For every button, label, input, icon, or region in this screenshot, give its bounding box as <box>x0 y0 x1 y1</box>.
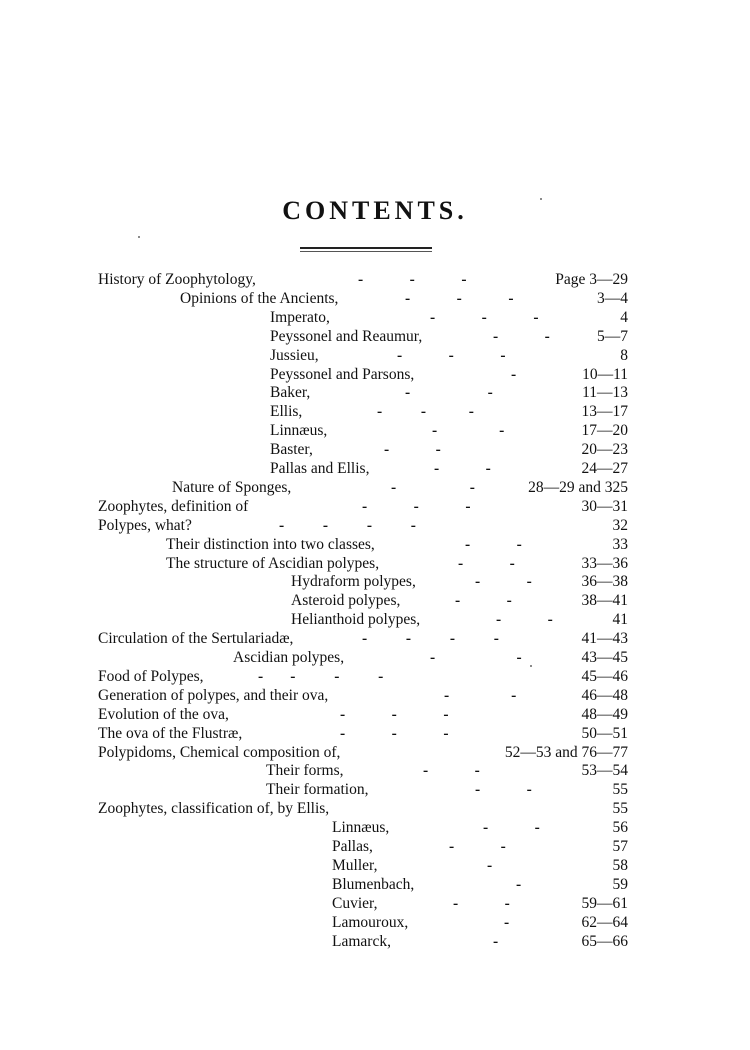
toc-entry-leader: - - <box>391 478 475 496</box>
toc-entry-title: Their distinction into two classes, <box>166 535 375 553</box>
toc-entry-title: Peyssonel and Reaumur, <box>270 327 423 345</box>
toc-entry-page: 30—31 <box>581 497 628 515</box>
toc-entry-page: 38—41 <box>581 592 628 610</box>
toc-entry <box>0 761 750 780</box>
toc-entry-title: Zoophytes, definition of <box>98 497 249 515</box>
toc-entry-leader: - - - <box>362 497 471 515</box>
toc-entry-page: 17—20 <box>581 422 628 440</box>
toc-entry-title: Their formation, <box>266 781 369 799</box>
toc-entry-title: Evolution of the ova, <box>98 705 229 723</box>
toc-entry-page: 50—51 <box>581 724 628 742</box>
toc-entry-page: 59 <box>612 875 628 893</box>
toc-entry-title: Linnæus, <box>332 819 390 837</box>
toc-entry-leader: - - - <box>377 403 474 421</box>
toc-entry-page: 53—54 <box>581 762 628 780</box>
toc-entry-page: 55 <box>612 800 628 818</box>
toc-entry <box>0 497 750 516</box>
toc-entry <box>0 440 750 459</box>
toc-entry-leader: - - <box>465 535 522 553</box>
toc-entry <box>0 421 750 440</box>
toc-entry-leader: - - <box>483 819 540 837</box>
toc-entry-page: 43—45 <box>581 649 628 666</box>
toc-entry-page: 55 <box>612 781 628 799</box>
toc-entry-page: 10—11 <box>582 365 628 383</box>
toc-entry-page: 20—23 <box>581 441 628 459</box>
toc-entry <box>0 913 750 932</box>
toc-entry <box>0 308 750 327</box>
toc-entry <box>0 327 750 346</box>
toc-entry <box>0 554 750 573</box>
toc-entry-page: 33 <box>612 535 628 553</box>
toc-entry-title: Asteroid polypes, <box>291 592 401 610</box>
toc-entry <box>0 572 750 591</box>
toc-entry-leader: - - - - <box>258 667 384 685</box>
toc-entry-title: Pallas, <box>332 838 373 855</box>
toc-entry-leader: - - <box>423 762 480 780</box>
toc-entry <box>0 610 750 629</box>
toc-entry <box>0 932 750 951</box>
toc-entry-title: Linnæus, <box>270 422 328 440</box>
toc-entry-page: 48—49 <box>581 705 628 723</box>
toc-entry-page: 11—13 <box>582 384 628 402</box>
toc-entry-leader: - <box>487 856 493 874</box>
toc-entry-page: 5—7 <box>597 327 628 345</box>
toc-entry-leader: - - - <box>340 705 449 723</box>
toc-entry-page: 65—66 <box>581 932 628 950</box>
toc-entry <box>0 856 750 875</box>
toc-entry-page: 41—43 <box>581 630 628 648</box>
toc-entry <box>0 667 750 686</box>
toc-entry-page: 32 <box>612 516 628 534</box>
toc-entry <box>0 478 750 497</box>
toc-entry-leader: - - - - <box>279 516 416 534</box>
toc-entry <box>0 686 750 705</box>
toc-entry <box>0 365 750 384</box>
toc-entry-leader: - - <box>493 327 550 345</box>
toc-entry <box>0 837 750 856</box>
toc-entry-page: 3—4 <box>597 289 628 307</box>
toc-entry <box>0 383 750 402</box>
toc-entry-leader: - - <box>434 460 491 477</box>
heading-rule-thin <box>300 251 432 252</box>
toc-entry <box>0 780 750 799</box>
toc-entry-leader: - - <box>384 441 441 459</box>
toc-entry <box>0 705 750 724</box>
toc-entry-title: Food of Polypes, <box>98 667 204 685</box>
toc-entry-title: Opinions of the Ancients, <box>180 289 339 307</box>
toc-entry-leader: - - <box>458 554 515 572</box>
toc-entry <box>0 516 750 535</box>
toc-entry-title: Lamouroux, <box>332 913 409 931</box>
toc-entry-leader: - <box>504 913 510 931</box>
heading-rule <box>300 247 432 249</box>
toc-entry <box>0 799 750 818</box>
toc-entry <box>0 402 750 421</box>
toc-entry-page: 62—64 <box>581 913 628 931</box>
toc-entry-leader: - - - <box>340 724 449 742</box>
toc-entry-page: 59—61 <box>581 894 628 912</box>
toc-entry-leader: - - <box>475 781 532 799</box>
toc-entry-leader: - - <box>475 573 532 591</box>
toc-entry-title: Polypes, what? <box>98 516 192 534</box>
toc-entry-title: Zoophytes, classification of, by Ellis, <box>98 800 330 818</box>
toc-entry-leader: - - - <box>358 271 467 288</box>
toc-entry-title: Polypidoms, Chemical composition of, <box>98 743 341 761</box>
toc-entry-title: Imperato, <box>270 308 330 326</box>
toc-entry-page: 36—38 <box>581 573 628 591</box>
toc-entry-leader: - - <box>430 649 522 666</box>
toc-entry-leader: - - - <box>405 289 514 307</box>
toc-entry <box>0 743 750 762</box>
toc-entry-page: 28—29 and 325 <box>528 478 628 496</box>
toc-entry <box>0 591 750 610</box>
toc-entry-leader: - - <box>432 422 505 440</box>
toc-entry-page: 58 <box>612 856 628 874</box>
paper-speck <box>540 198 542 200</box>
toc-entry <box>0 894 750 913</box>
toc-entry <box>0 724 750 743</box>
toc-entry-leader: - - <box>405 384 493 402</box>
toc-entry-title: Pallas and Ellis, <box>270 460 370 477</box>
toc-entry <box>0 346 750 365</box>
toc-entry-title: Baker, <box>270 384 311 402</box>
toc-entry-title: Lamarck, <box>332 932 391 950</box>
toc-entry-title: Baster, <box>270 441 313 459</box>
toc-entry-title: Cuvier, <box>332 894 378 912</box>
toc-entry-leader: - - - <box>397 346 506 364</box>
toc-entry-title: The ova of the Flustræ, <box>98 724 243 742</box>
toc-entry-title: Ellis, <box>270 403 303 421</box>
toc-entry <box>0 818 750 837</box>
toc-entry-leader: - - <box>449 838 506 855</box>
toc-entry-title: The structure of Ascidian polypes, <box>166 554 380 572</box>
toc-entry-title: History of Zoophytology, <box>98 271 256 288</box>
paper-speck <box>138 236 140 238</box>
toc-entry <box>0 535 750 554</box>
toc-entry-page: 46—48 <box>581 686 628 704</box>
toc-entry-leader: - <box>493 932 499 950</box>
toc-entry-title: Hydraform polypes, <box>291 573 416 591</box>
toc-entry <box>0 875 750 894</box>
toc-entry-page: 8 <box>620 346 628 364</box>
toc-entry-leader: - - <box>455 592 512 610</box>
toc-entry-title: Nature of Sponges, <box>172 478 292 496</box>
toc-entry-page: 45—46 <box>581 667 628 685</box>
toc-entry-leader: - <box>511 365 517 383</box>
toc-entry-page: 24—27 <box>581 460 628 477</box>
toc-entry <box>0 270 750 289</box>
toc-entry-title: Circulation of the Sertulariadæ, <box>98 630 294 648</box>
toc-entry-leader: - - - <box>430 308 539 326</box>
toc-entry-page: 33—36 <box>581 554 628 572</box>
toc-entry-leader: - - <box>496 611 553 629</box>
toc-entry-title: Their forms, <box>266 762 344 780</box>
toc-entry-leader: - - <box>444 686 517 704</box>
toc-entry <box>0 648 750 667</box>
toc-entry-page: 13—17 <box>581 403 628 421</box>
toc-entry-leader: - - <box>453 894 510 912</box>
toc-entry-page: 4 <box>620 308 628 326</box>
toc-entry <box>0 459 750 478</box>
toc-entry-title: Jussieu, <box>270 346 319 364</box>
toc-entry-page: 56 <box>612 819 628 837</box>
toc-entry-page: 41 <box>612 611 628 629</box>
toc-entry-leader: - <box>516 875 522 893</box>
toc-entry-page: 52—53 and 76—77 <box>504 743 628 761</box>
toc-entry-page: Page 3—29 <box>555 271 628 288</box>
toc-entry-title: Peyssonel and Parsons, <box>270 365 415 383</box>
toc-entry-leader: - - - - <box>362 630 499 648</box>
toc-entry-title: Ascidian polypes, <box>233 649 345 666</box>
toc-entry <box>0 289 750 308</box>
toc-entry-page: 57 <box>612 838 628 855</box>
toc-entry-title: Muller, <box>332 856 378 874</box>
toc-entry-title: Blumenbach, <box>332 875 415 893</box>
toc-entry-title: Helianthoid polypes, <box>291 611 421 629</box>
contents-heading: CONTENTS. <box>282 196 468 225</box>
toc-entry-title: Generation of polypes, and their ova, <box>98 686 329 704</box>
toc-entry <box>0 629 750 648</box>
